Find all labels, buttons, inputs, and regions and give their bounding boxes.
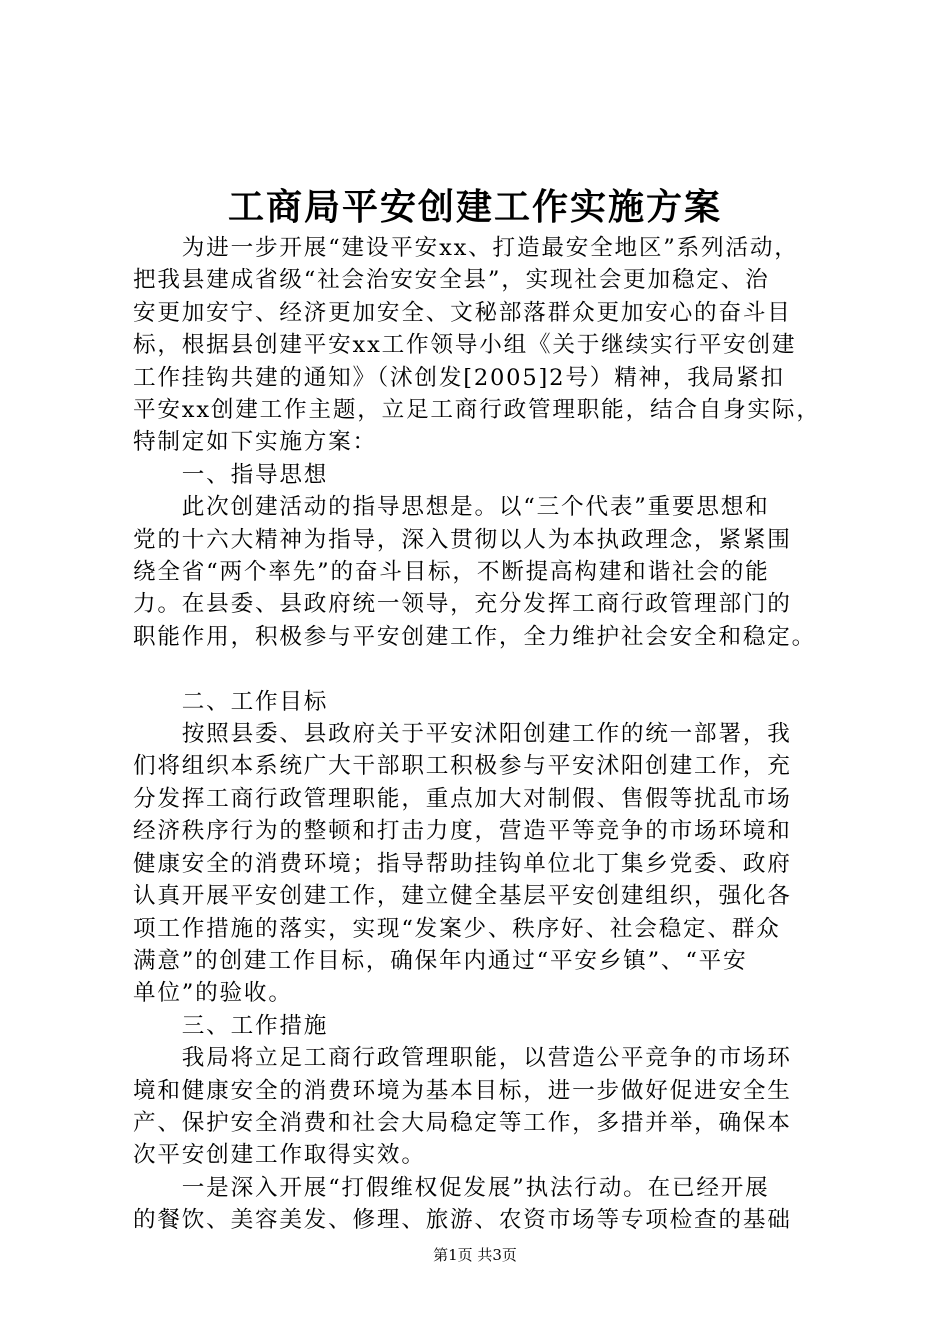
- section-heading: 二、工作目标: [133, 688, 329, 715]
- body-line: 境和健康安全的消费环境为基本目标，进一步做好促进安全生: [133, 1077, 792, 1104]
- section-heading: 三、工作措施: [133, 1012, 329, 1039]
- body-line: 一是深入开展“打假维权促发展”执法行动。在已经开展: [133, 1174, 770, 1201]
- body-line: 项工作措施的落实，实现“发案少、秩序好、社会稳定、群众: [133, 915, 781, 942]
- body-line: 把我县建成省级“社会治安安全县”，实现社会更加稳定、治: [133, 267, 770, 294]
- body-line: 认真开展平安创建工作，建立健全基层平安创建组织，强化各: [133, 883, 792, 910]
- body-line: 绕全省“两个率先”的奋斗目标，不断提高构建和谐社会的能: [133, 559, 770, 586]
- section-heading: 一、指导思想: [133, 461, 329, 488]
- document-body: [133, 232, 835, 1237]
- body-line: 单位”的验收。: [133, 980, 293, 1007]
- body-line: 次平安创建工作取得实效。: [133, 1142, 426, 1169]
- body-line: 满意”的创建工作目标，确保年内通过“平安乡镇”、“平安: [133, 947, 748, 974]
- body-line: 安更加安宁、经济更加安全、文秘部落群众更加安心的奋斗目: [133, 299, 792, 326]
- blank-line: [133, 653, 835, 685]
- body-line: 此次创建活动的指导思想是。以“三个代表”重要思想和: [133, 494, 770, 521]
- body-line: 党的十六大精神为指导，深入贯彻以人为本执政理念，紧紧围: [133, 526, 792, 553]
- body-line: 为进一步开展“建设平安xx、打造最安全地区”系列活动，: [133, 235, 799, 261]
- document-title: 工商局平安创建工作实施方案: [227, 186, 722, 228]
- body-line: 按照县委、县政府关于平安沭阳创建工作的统一部署，我: [133, 721, 792, 748]
- body-line: 职能作用，积极参与平安创建工作，全力维护社会安全和稳定。: [133, 623, 817, 650]
- body-line: 特制定如下实施方案：: [133, 429, 377, 456]
- body-line: 力。在县委、县政府统一领导，充分发挥工商行政管理部门的: [133, 591, 792, 618]
- body-line: 分发挥工商行政管理职能，重点加大对制假、售假等扰乱市场: [133, 785, 792, 812]
- body-line: 工作挂钩共建的通知》（沭创发[2005]2号）精神，我局紧扣: [133, 364, 785, 391]
- body-line: 平安xx创建工作主题，立足工商行政管理职能，结合自身实际，: [133, 397, 821, 424]
- page-footer: 第1页 共3页: [433, 1246, 517, 1264]
- body-line: 产、保护安全消费和社会大局稳定等工作，多措并举，确保本: [133, 1109, 792, 1136]
- body-line: 我局将立足工商行政管理职能，以营造公平竞争的市场环: [133, 1045, 792, 1072]
- body-line: 标，根据县创建平安xx工作领导小组《关于继续实行平安创建: [133, 332, 797, 359]
- body-line: 经济秩序行为的整顿和打击力度，营造平等竞争的市场环境和: [133, 818, 792, 845]
- body-line: 们将组织本系统广大干部职工积极参与平安沭阳创建工作，充: [133, 753, 792, 780]
- body-line: 的餐饮、美容美发、修理、旅游、农资市场等专项检查的基础: [133, 1207, 792, 1234]
- body-line: 健康安全的消费环境；指导帮助挂钩单位北丁集乡党委、政府: [133, 850, 792, 877]
